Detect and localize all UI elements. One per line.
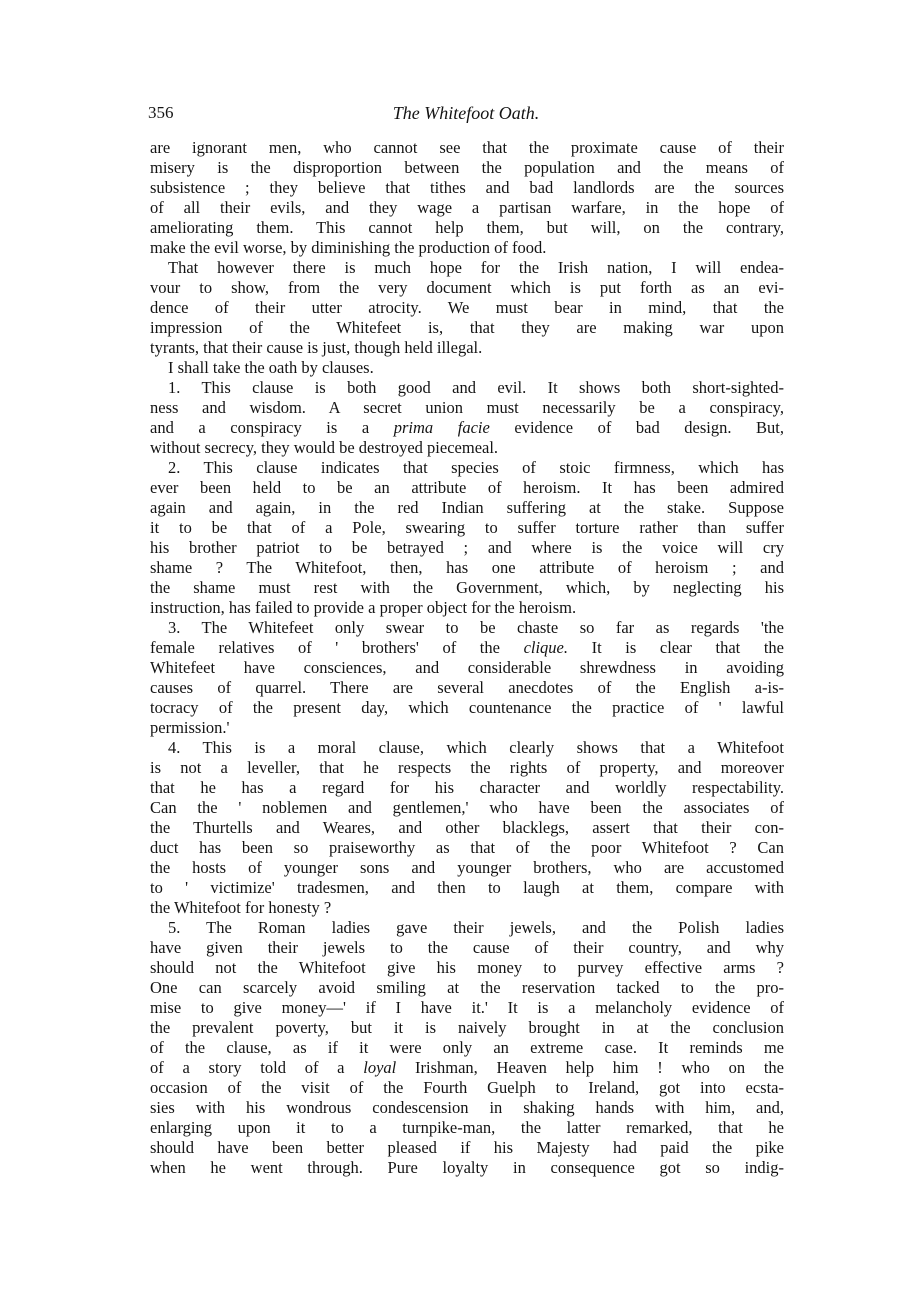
italic-term: clique. xyxy=(523,638,569,657)
text-line: misery is the disproportion between the population and the means of xyxy=(150,158,784,177)
text-line: that he has a regard for his character and worldly respectability. xyxy=(150,778,784,797)
text-line: without secrecy, they would be destroyed piecemeal. xyxy=(150,438,499,457)
text-line: 3. The Whitefeet only swear to be chaste so far as regards 'the xyxy=(168,618,784,637)
text-line: enlarging upon it to a turnpike-man, the latter remarked, that he xyxy=(150,1118,784,1137)
text-line: tocracy of the present day, which countenance the practice of ' lawful xyxy=(150,698,784,717)
text-line: shame ? The Whitefoot, then, has one attribute of heroism ; and xyxy=(150,558,784,577)
text-line: Whitefeet have consciences, and considerable shrewdness in avoiding xyxy=(150,658,784,677)
text-line: causes of quarrel. There are several anecdotes of the English a-is- xyxy=(150,678,784,697)
text-line xyxy=(150,418,784,438)
text-run: Irishman, Heaven help him ! who on the xyxy=(396,1058,784,1077)
text-line: subsistence ; they believe that tithes and bad landlords are the sources xyxy=(150,178,784,197)
text-line: ameliorating them. This cannot help them, but will, on the contrary, xyxy=(150,218,784,237)
text-line: vour to show, from the very document which is put forth as an evi- xyxy=(150,278,784,297)
text-run: and a conspiracy is a xyxy=(150,418,394,437)
text-line: Can the ' noblemen and gentlemen,' who have been the associates of xyxy=(150,798,784,817)
text-line: sies with his wondrous condescension in shaking hands with him, and, xyxy=(150,1098,784,1117)
italic-term: prima facie xyxy=(393,418,490,437)
text-run: evidence of bad design. But, xyxy=(489,418,784,437)
text-line: make the evil worse, by diminishing the production of food. xyxy=(150,238,547,257)
text-line: duct has been so praiseworthy as that of the poor Whitefoot ? Can xyxy=(150,838,784,857)
text-run: female relatives of ' brothers' of the xyxy=(150,638,524,657)
text-line: the hosts of younger sons and younger brothers, who are accustomed xyxy=(150,858,784,877)
text-line: One can scarcely avoid smiling at the reservation tacked to the pro- xyxy=(150,978,784,997)
text-line: to ' victimize' tradesmen, and then to laugh at them, compare with xyxy=(150,878,784,897)
text-line: That however there is much hope for the Irish nation, I will endea- xyxy=(168,258,784,277)
running-title: The Whitefoot Oath. xyxy=(392,103,540,123)
text-line: when he went through. Pure loyalty in consequence got so indig- xyxy=(150,1158,784,1177)
text-line: the Thurtells and Weares, and other blacklegs, assert that their con- xyxy=(150,818,784,837)
text-line: 1. This clause is both good and evil. It shows both short-sighted- xyxy=(168,378,784,397)
text-line: the Whitefoot for honesty ? xyxy=(150,898,332,917)
text-line: 5. The Roman ladies gave their jewels, and the Polish ladies xyxy=(168,918,784,937)
text-line: impression of the Whitefeet is, that they are making war upon xyxy=(150,318,784,337)
text-line: should not the Whitefoot give his money to purvey effective arms ? xyxy=(150,958,784,977)
text-line: 4. This is a moral clause, which clearly shows that a Whitefoot xyxy=(168,738,784,757)
body-text xyxy=(150,138,784,1178)
text-line: occasion of the visit of the Fourth Guelph to Ireland, got into ecsta- xyxy=(150,1078,784,1097)
text-line: the prevalent poverty, but it is naively brought in at the conclusion xyxy=(150,1018,784,1037)
text-line: of all their evils, and they wage a partisan warfare, in the hope of xyxy=(150,198,784,217)
text-line: ever been held to be an attribute of heroism. It has been admired xyxy=(150,478,784,497)
text-line: instruction, has failed to provide a proper object for the heroism. xyxy=(150,598,577,617)
text-line: have given their jewels to the cause of their country, and why xyxy=(150,938,784,957)
text-line xyxy=(150,1058,784,1078)
text-line: dence of their utter atrocity. We must bear in mind, that the xyxy=(150,298,784,317)
text-line: permission.' xyxy=(150,718,230,737)
text-run: It is clear that the xyxy=(568,638,784,657)
text-line: I shall take the oath by clauses. xyxy=(168,358,374,377)
text-run: of a story told of a xyxy=(150,1058,364,1077)
text-line: it to be that of a Pole, swearing to suffer torture rather than suffer xyxy=(150,518,784,537)
text-line xyxy=(150,638,784,658)
text-line: mise to give money—' if I have it.' It is a melancholy evidence of xyxy=(150,998,784,1017)
text-line: ness and wisdom. A secret union must necessarily be a conspiracy, xyxy=(150,398,784,417)
text-line: his brother patriot to be betrayed ; and where is the voice will cry xyxy=(150,538,784,557)
text-line: are ignorant men, who cannot see that the proximate cause of their xyxy=(150,138,784,157)
text-line: tyrants, that their cause is just, though held illegal. xyxy=(150,338,483,357)
text-line: of the clause, as if it were only an extreme case. It reminds me xyxy=(150,1038,784,1057)
text-line: is not a leveller, that he respects the rights of property, and moreover xyxy=(150,758,784,777)
page-header xyxy=(148,103,784,125)
text-line: again and again, in the red Indian suffering at the stake. Suppose xyxy=(150,498,784,517)
text-line: 2. This clause indicates that species of stoic firmness, which has xyxy=(168,458,784,477)
italic-term: loyal xyxy=(363,1058,397,1077)
text-line: the shame must rest with the Government, which, by neglecting his xyxy=(150,578,784,597)
text-line: should have been better pleased if his Majesty had paid the pike xyxy=(150,1138,784,1157)
page-number: 356 xyxy=(148,103,174,122)
